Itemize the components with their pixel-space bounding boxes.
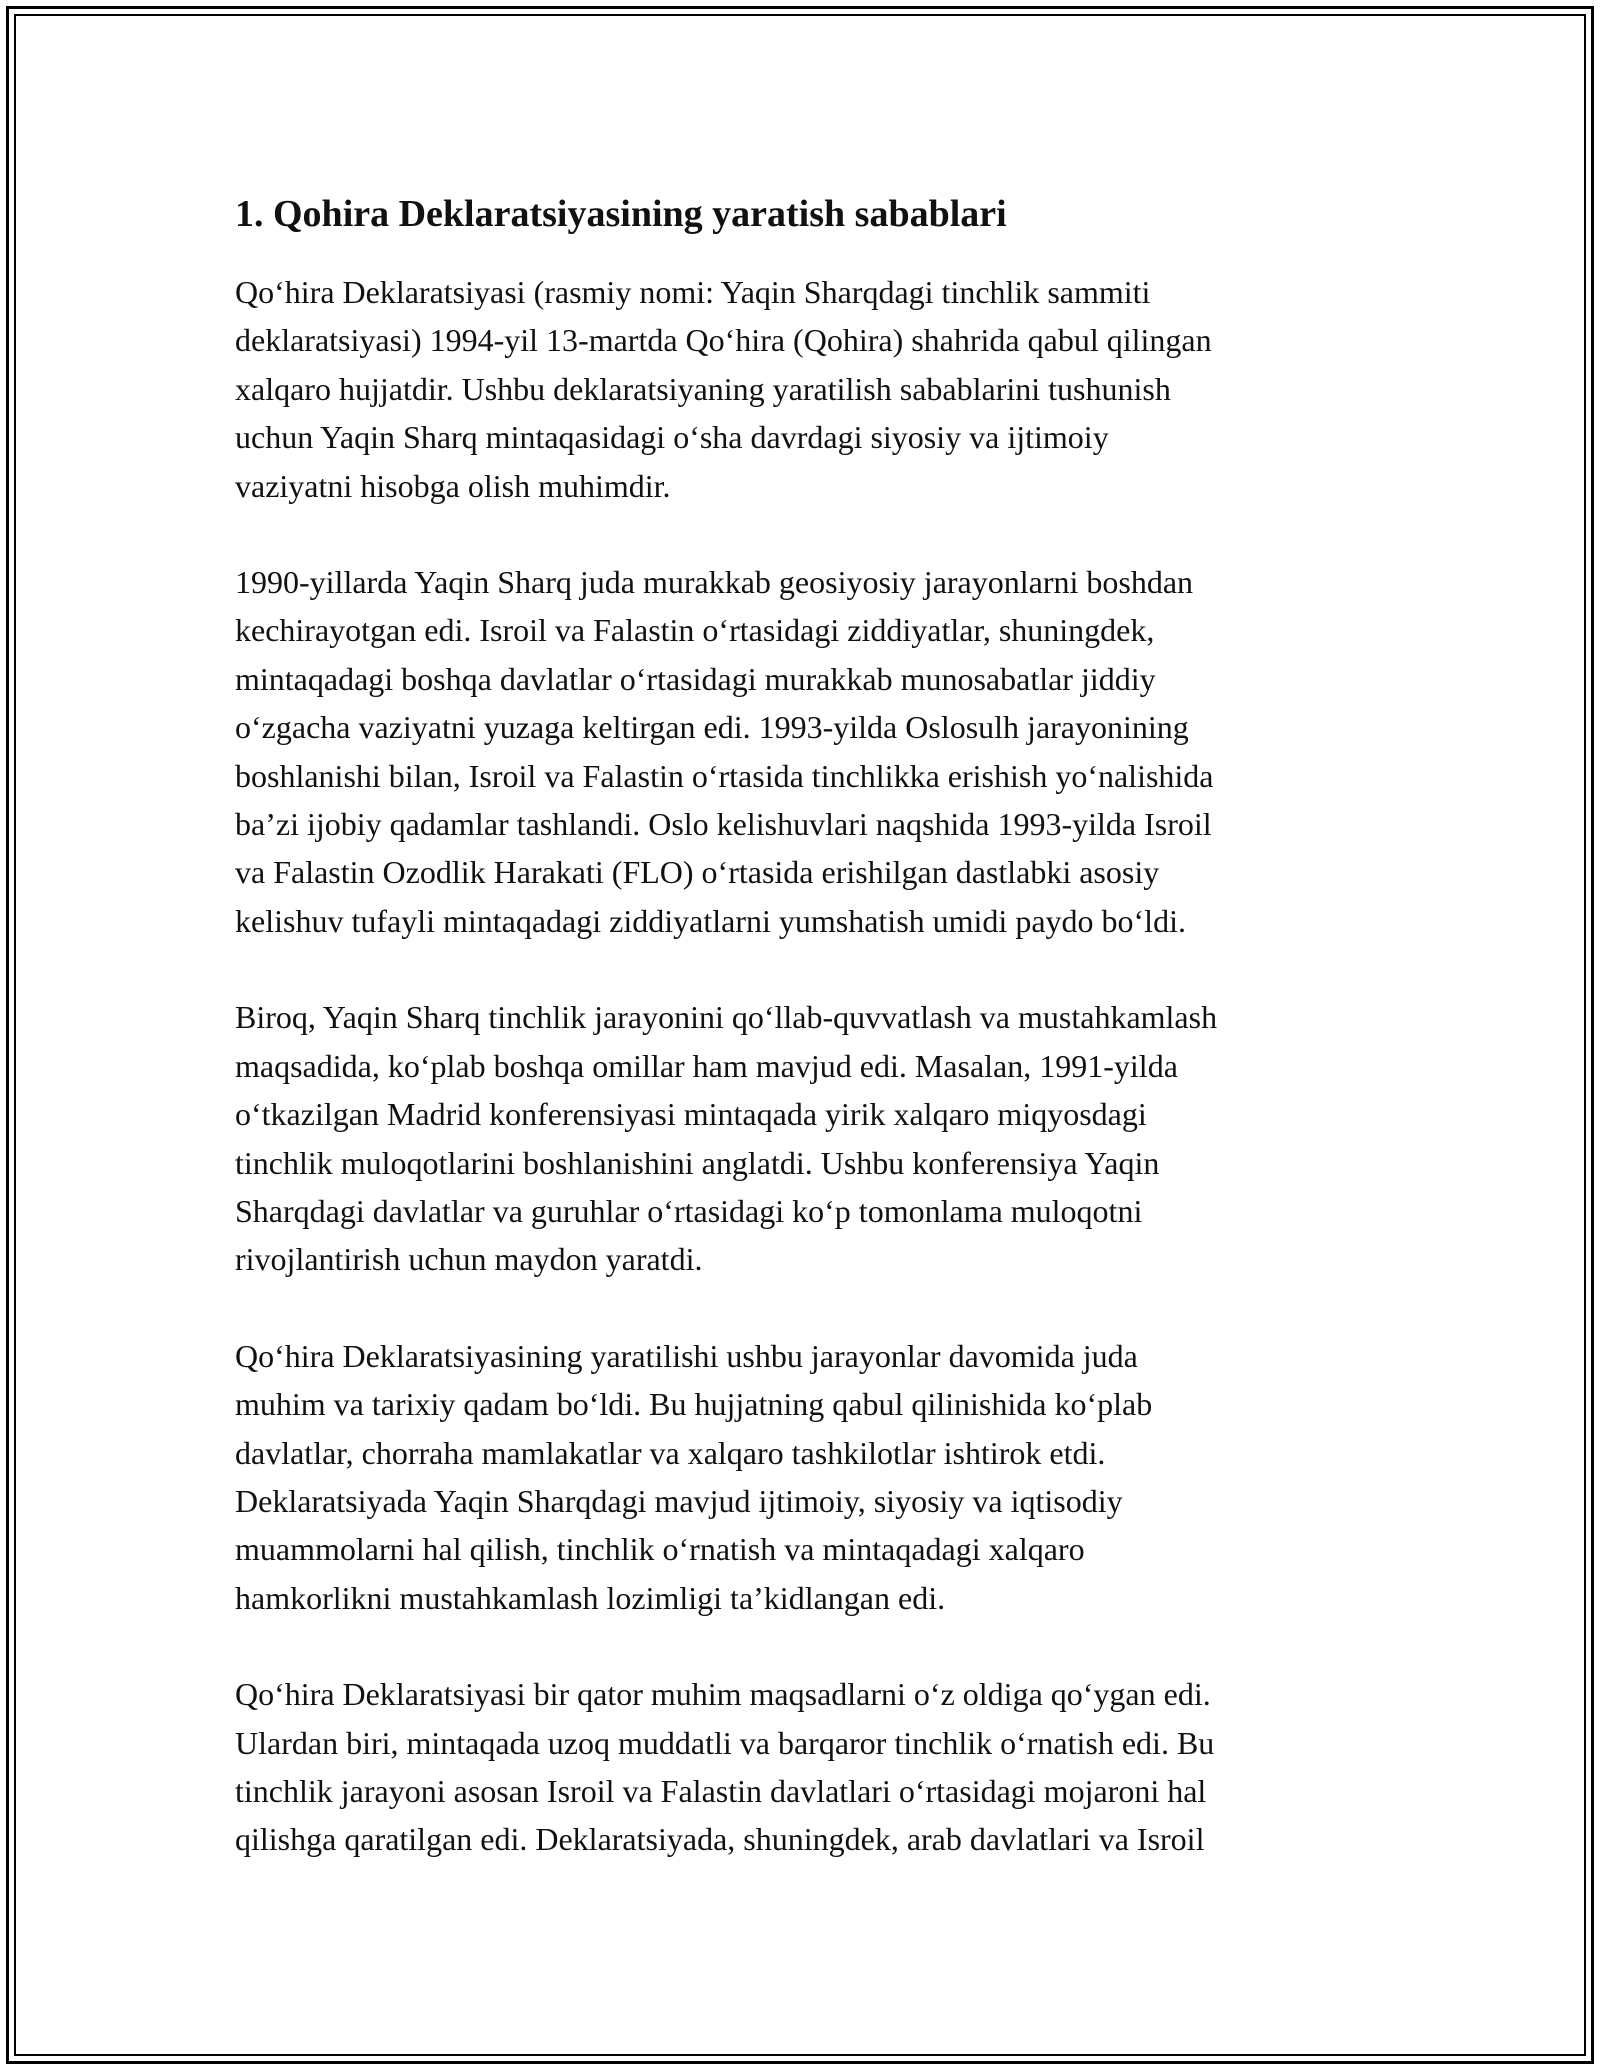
text-line: vaziyatni hisobga olish muhimdir. bbox=[235, 467, 671, 504]
text-line: davlatlar, chorraha mamlakatlar va xalqaro tashkilotlar ishtirok etdi. bbox=[235, 1434, 1106, 1471]
text-line: Ulardan biri, mintaqada uzoq muddatli va barqaror tinchlik o‘rnatish edi. Bu bbox=[235, 1724, 1215, 1761]
paragraph-1 bbox=[235, 268, 1375, 510]
text-line: mintaqadagi boshqa davlatlar o‘rtasidagi murakkab munosabatlar jiddiy bbox=[235, 660, 1156, 697]
text-line: kelishuv tufayli mintaqadagi ziddiyatlarni yumshatish umidi paydo bo‘ldi. bbox=[235, 902, 1186, 939]
text-line: Qo‘hira Deklaratsiyasi bir qator muhim maqsadlarni o‘z oldiga qo‘ygan edi. bbox=[235, 1676, 1211, 1713]
paragraph-2 bbox=[235, 558, 1375, 945]
text-line: muhim va tarixiy qadam bo‘ldi. Bu hujjatning qabul qilinishida ko‘plab bbox=[235, 1386, 1153, 1423]
document-body bbox=[235, 190, 1375, 1864]
text-line: uchun Yaqin Sharq mintaqasidagi o‘sha davrdagi siyosiy va ijtimoiy bbox=[235, 419, 1109, 456]
text-line: Biroq, Yaqin Sharq tinchlik jarayonini qo‘llab-quvvatlash va mustahkamlash bbox=[235, 999, 1218, 1036]
paragraph-4 bbox=[235, 1332, 1375, 1622]
text-line: maqsadida, ko‘plab boshqa omillar ham mavjud edi. Masalan, 1991-yilda bbox=[235, 1047, 1178, 1084]
text-line: Deklaratsiyada Yaqin Sharqdagi mavjud ijtimoiy, siyosiy va iqtisodiy bbox=[235, 1482, 1123, 1519]
paragraph-3 bbox=[235, 993, 1375, 1283]
text-line: boshlanishi bilan, Isroil va Falastin o‘rtasida tinchlikka erishish yo‘nalishida bbox=[235, 757, 1214, 794]
paragraph-5 bbox=[235, 1670, 1375, 1864]
text-line: o‘tkazilgan Madrid konferensiyasi mintaqada yirik xalqaro miqyosdagi bbox=[235, 1096, 1147, 1133]
text-line: Qo‘hira Deklaratsiyasining yaratilishi ushbu jarayonlar davomida juda bbox=[235, 1337, 1138, 1374]
text-line: 1990-yillarda Yaqin Sharq juda murakkab geosiyosiy jarayonlarni boshdan bbox=[235, 564, 1194, 601]
text-line: hamkorlikni mustahkamlash lozimligi ta’kidlangan edi. bbox=[235, 1579, 946, 1616]
text-line: Sharqdagi davlatlar va guruhlar o‘rtasidagi ko‘p tomonlama muloqotni bbox=[235, 1192, 1143, 1229]
text-line: va Falastin Ozodlik Harakati (FLO) o‘rtasida erishilgan dastlabki asosiy bbox=[235, 854, 1160, 891]
text-line: xalqaro hujjatdir. Ushbu deklaratsiyaning yaratilish sabablarini tushunish bbox=[235, 370, 1171, 407]
text-line: rivojlantirish uchun maydon yaratdi. bbox=[235, 1241, 703, 1278]
text-line: kechirayotgan edi. Isroil va Falastin o‘rtasidagi ziddiyatlar, shuningdek, bbox=[235, 612, 1155, 649]
text-line: muammolarni hal qilish, tinchlik o‘rnatish va mintaqadagi xalqaro bbox=[235, 1531, 1085, 1568]
section-heading: 1. Qohira Deklaratsiyasining yaratish sabablari bbox=[235, 193, 1007, 235]
text-line: ba’zi ijobiy qadamlar tashlandi. Oslo kelishuvlari naqshida 1993-yilda Isroil bbox=[235, 806, 1212, 843]
text-line: tinchlik jarayoni asosan Isroil va Falastin davlatlari o‘rtasidagi mojaroni hal bbox=[235, 1772, 1207, 1809]
text-line: deklaratsiyasi) 1994-yil 13-martda Qo‘hira (Qohira) shahrida qabul qilingan bbox=[235, 322, 1212, 359]
text-line: o‘zgacha vaziyatni yuzaga keltirgan edi. 1993-yilda Oslosulh jarayonining bbox=[235, 709, 1189, 746]
text-line: Qo‘hira Deklaratsiyasi (rasmiy nomi: Yaqin Sharqdagi tinchlik sammiti bbox=[235, 274, 1151, 310]
text-line: qilishga qaratilgan edi. Deklaratsiyada, shuningdek, arab davlatlari va Isroil bbox=[235, 1821, 1205, 1858]
text-line: tinchlik muloqotlarini boshlanishini anglatdi. Ushbu konferensiya Yaqin bbox=[235, 1144, 1160, 1181]
